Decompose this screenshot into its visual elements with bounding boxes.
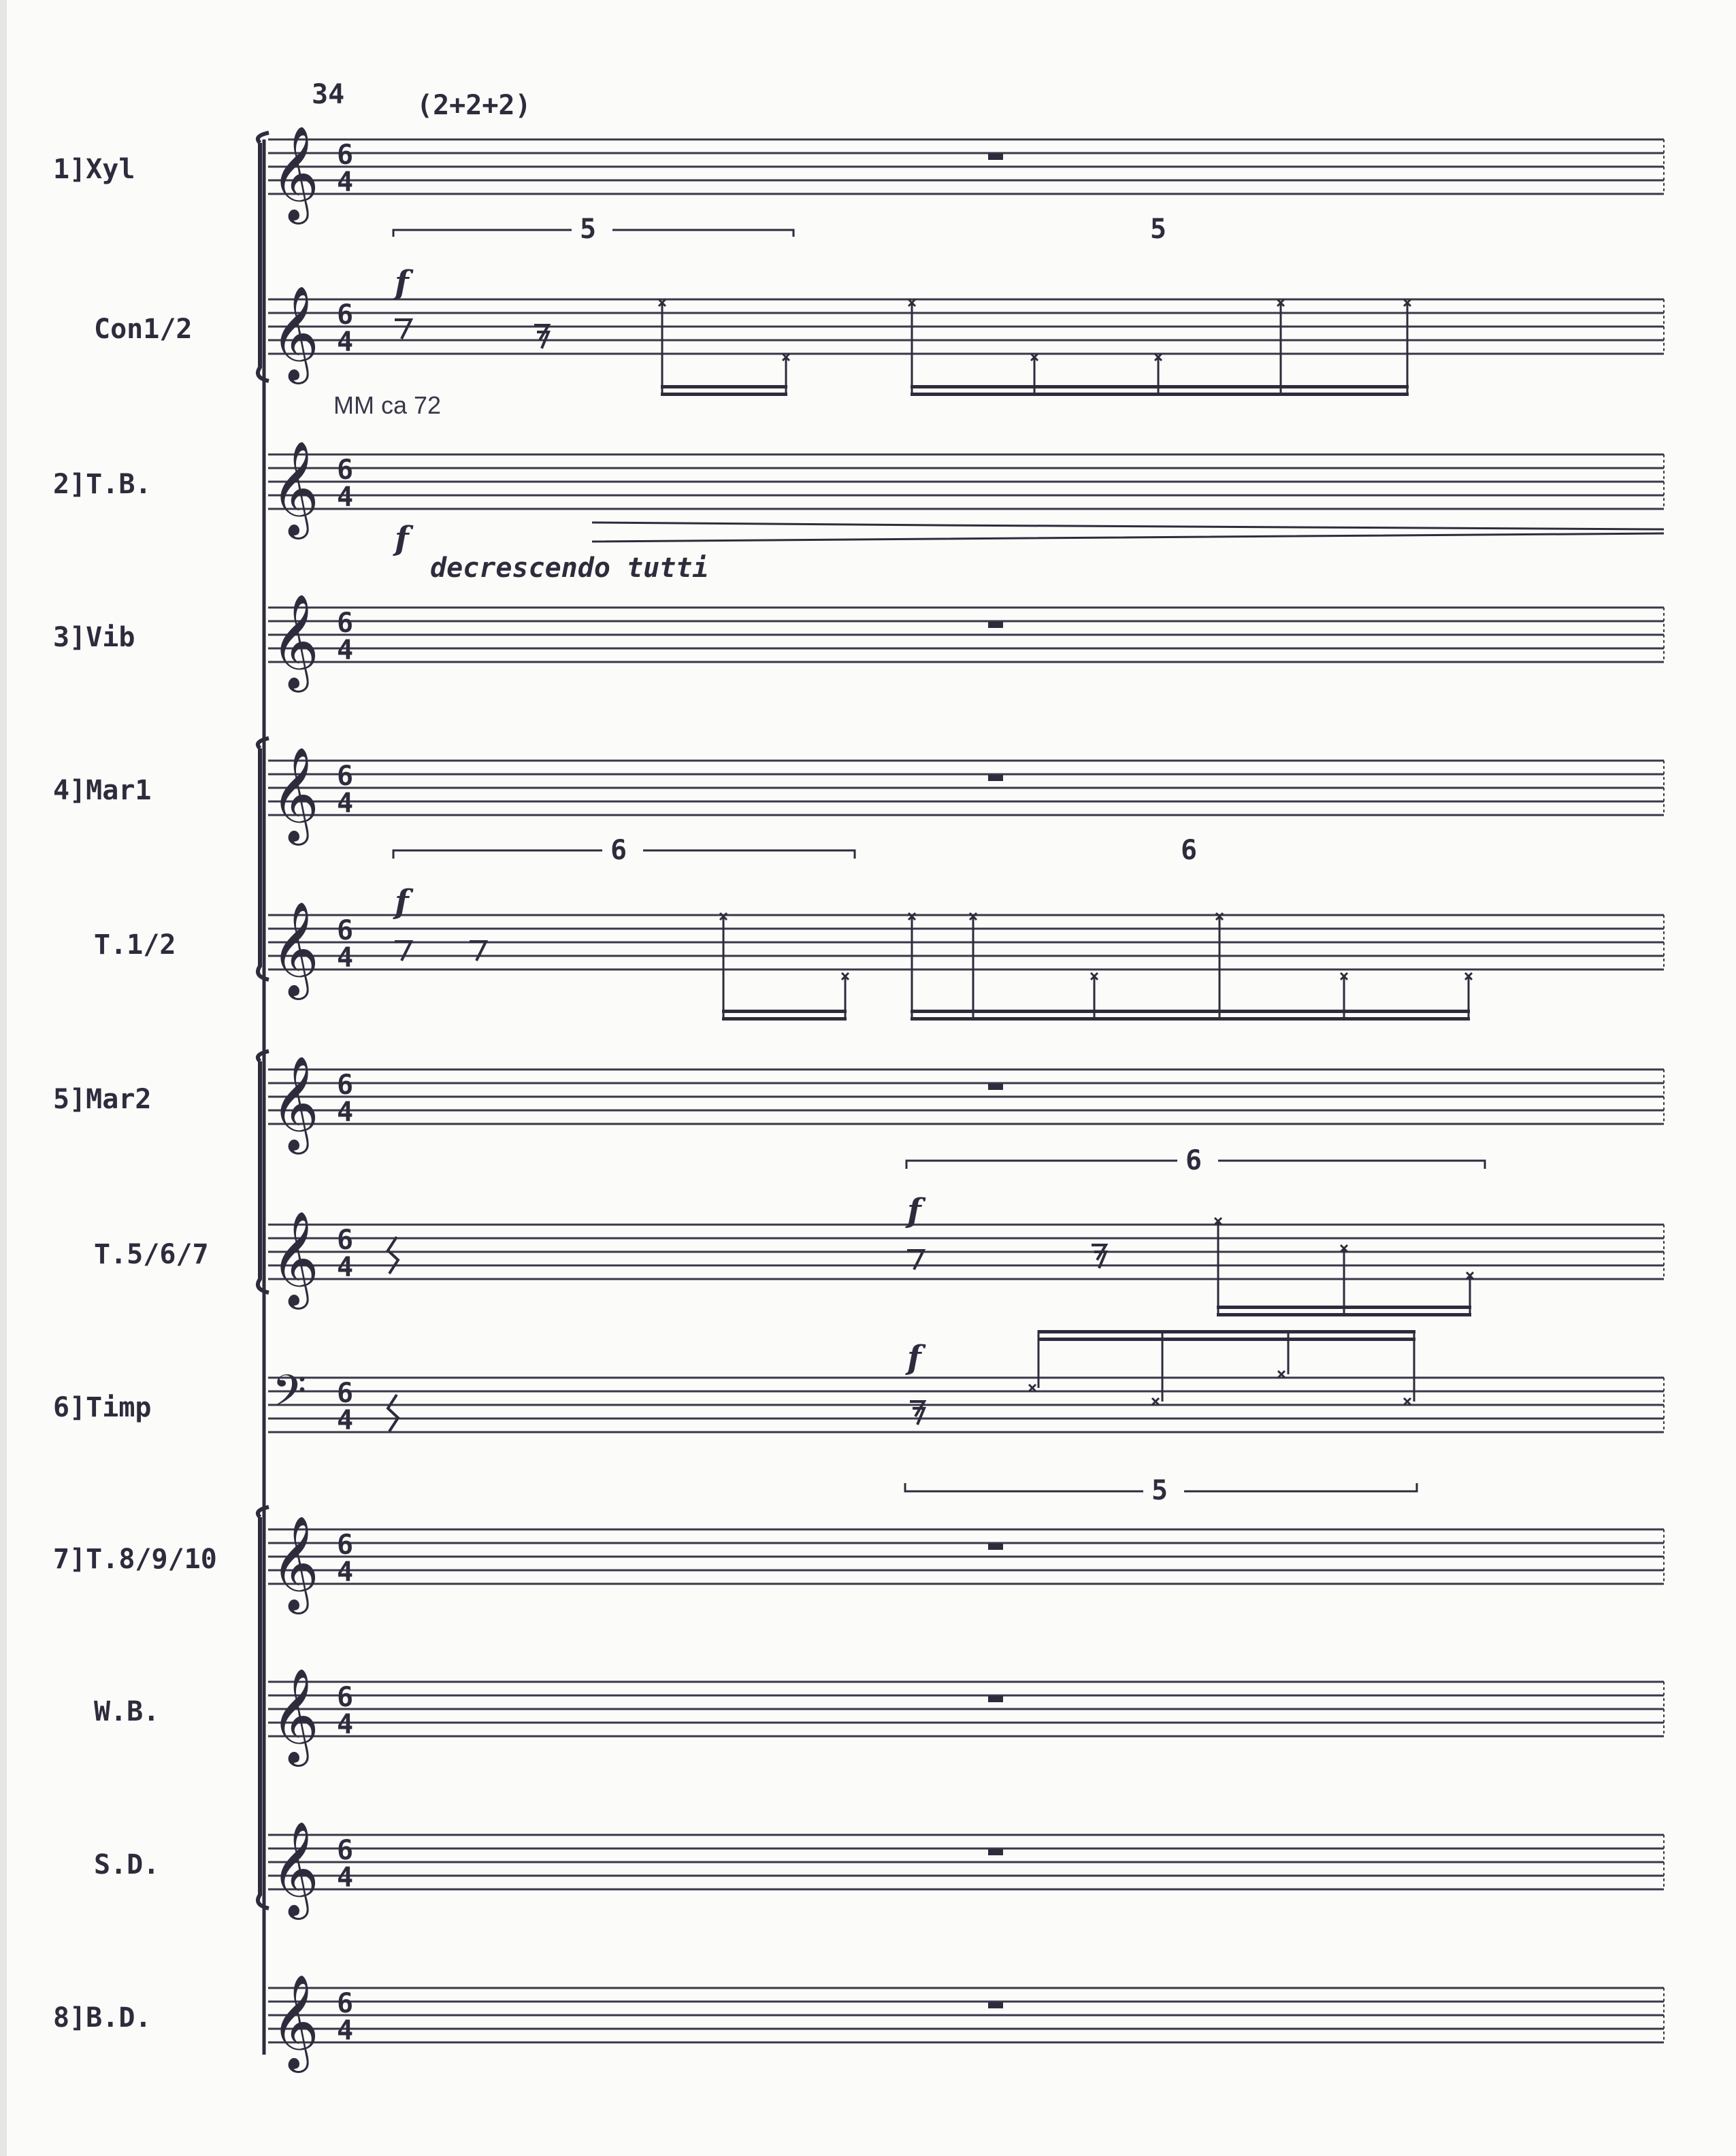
dynamic-tb: f <box>395 520 409 558</box>
treble-clef-icon: 𝄞 <box>271 1821 319 1916</box>
tuplet-number-con-a: 5 <box>580 214 597 245</box>
time-signature-denominator: 4 <box>337 788 354 819</box>
tuplet-number-t567: 6 <box>1185 1145 1202 1176</box>
tempo-marking: MM ca 72 <box>333 391 442 419</box>
treble-clef-icon: 𝄞 <box>271 1516 319 1610</box>
whole-measure-rest <box>988 775 1003 781</box>
time-signature-denominator: 4 <box>337 2015 354 2046</box>
tuplet-number-t12-b: 6 <box>1181 835 1198 866</box>
whole-measure-rest <box>988 622 1003 628</box>
tuplet-number-t12-a: 6 <box>610 835 627 866</box>
treble-clef-icon: 𝄞 <box>271 594 319 689</box>
time-signature-denominator: 4 <box>337 942 354 974</box>
treble-clef-icon: 𝄞 <box>271 441 319 535</box>
treble-clef-icon: 𝄞 <box>271 286 319 380</box>
tuplet-number-timp: 5 <box>1151 1475 1168 1506</box>
measure-number: 34 <box>312 79 345 110</box>
time-signature-numerator: 6 <box>337 454 354 486</box>
time-signature-numerator: 6 <box>337 1682 354 1713</box>
treble-clef-icon: 𝄞 <box>271 1211 319 1306</box>
instrument-label: 1]Xyl <box>53 154 135 185</box>
expression-tb: decrescendo tutti <box>430 552 709 584</box>
instrument-label: Con1/2 <box>94 314 193 345</box>
treble-clef-icon: 𝄞 <box>271 1056 319 1150</box>
time-signature-numerator: 6 <box>337 1225 354 1256</box>
instrument-label: 8]B.D. <box>53 2002 152 2034</box>
treble-clef-icon: 𝄞 <box>271 1974 319 2069</box>
time-signature-numerator: 6 <box>337 1988 354 2019</box>
time-signature-denominator: 4 <box>337 482 354 513</box>
whole-measure-rest <box>988 2002 1003 2008</box>
time-signature-numerator: 6 <box>337 299 354 331</box>
time-signature-denominator: 4 <box>337 1252 354 1283</box>
instrument-label: 6]Timp <box>53 1392 152 1423</box>
time-signature-numerator: 6 <box>337 1529 354 1561</box>
time-signature-numerator: 6 <box>337 1069 354 1101</box>
instrument-label: 5]Mar2 <box>53 1084 152 1115</box>
time-signature-denominator: 4 <box>337 1709 354 1740</box>
treble-clef-icon: 𝄞 <box>271 1668 319 1763</box>
instrument-label: 4]Mar1 <box>53 775 152 806</box>
dynamic-t12: f <box>395 883 409 921</box>
time-signature-numerator: 6 <box>337 608 354 639</box>
time-signature-denominator: 4 <box>337 1405 354 1436</box>
time-signature-denominator: 4 <box>337 327 354 358</box>
whole-measure-rest <box>988 1084 1003 1090</box>
whole-measure-rest <box>988 1544 1003 1550</box>
treble-clef-icon: 𝄞 <box>271 747 319 842</box>
meter-grouping: (2+2+2) <box>416 90 531 121</box>
instrument-label: 3]Vib <box>53 622 135 653</box>
whole-measure-rest <box>988 1696 1003 1702</box>
dynamic-con: f <box>395 264 409 302</box>
dynamic-t567: f <box>907 1192 921 1230</box>
dynamic-timp: f <box>907 1339 921 1377</box>
instrument-label: S.D. <box>94 1849 160 1880</box>
time-signature-numerator: 6 <box>337 139 354 171</box>
whole-measure-rest <box>988 154 1003 160</box>
instrument-label: 7]T.8/9/10 <box>53 1544 217 1575</box>
whole-measure-rest <box>988 1849 1003 1855</box>
time-signature-numerator: 6 <box>337 1378 354 1409</box>
time-signature-denominator: 4 <box>337 1557 354 1588</box>
instrument-label: 2]T.B. <box>53 469 152 500</box>
time-signature-numerator: 6 <box>337 761 354 792</box>
treble-clef-icon: 𝄞 <box>271 901 319 996</box>
time-signature-denominator: 4 <box>337 1097 354 1128</box>
time-signature-numerator: 6 <box>337 1835 354 1866</box>
time-signature-denominator: 4 <box>337 635 354 666</box>
time-signature-denominator: 4 <box>337 167 354 198</box>
time-signature-denominator: 4 <box>337 1862 354 1893</box>
treble-clef-icon: 𝄞 <box>271 126 319 220</box>
instrument-label: T.5/6/7 <box>94 1239 209 1270</box>
instrument-label: T.1/2 <box>94 929 176 961</box>
bass-clef-icon: 𝄢 <box>272 1366 307 1427</box>
tuplet-number-con-b: 5 <box>1150 214 1167 245</box>
instrument-label: W.B. <box>94 1696 160 1727</box>
time-signature-numerator: 6 <box>337 915 354 946</box>
